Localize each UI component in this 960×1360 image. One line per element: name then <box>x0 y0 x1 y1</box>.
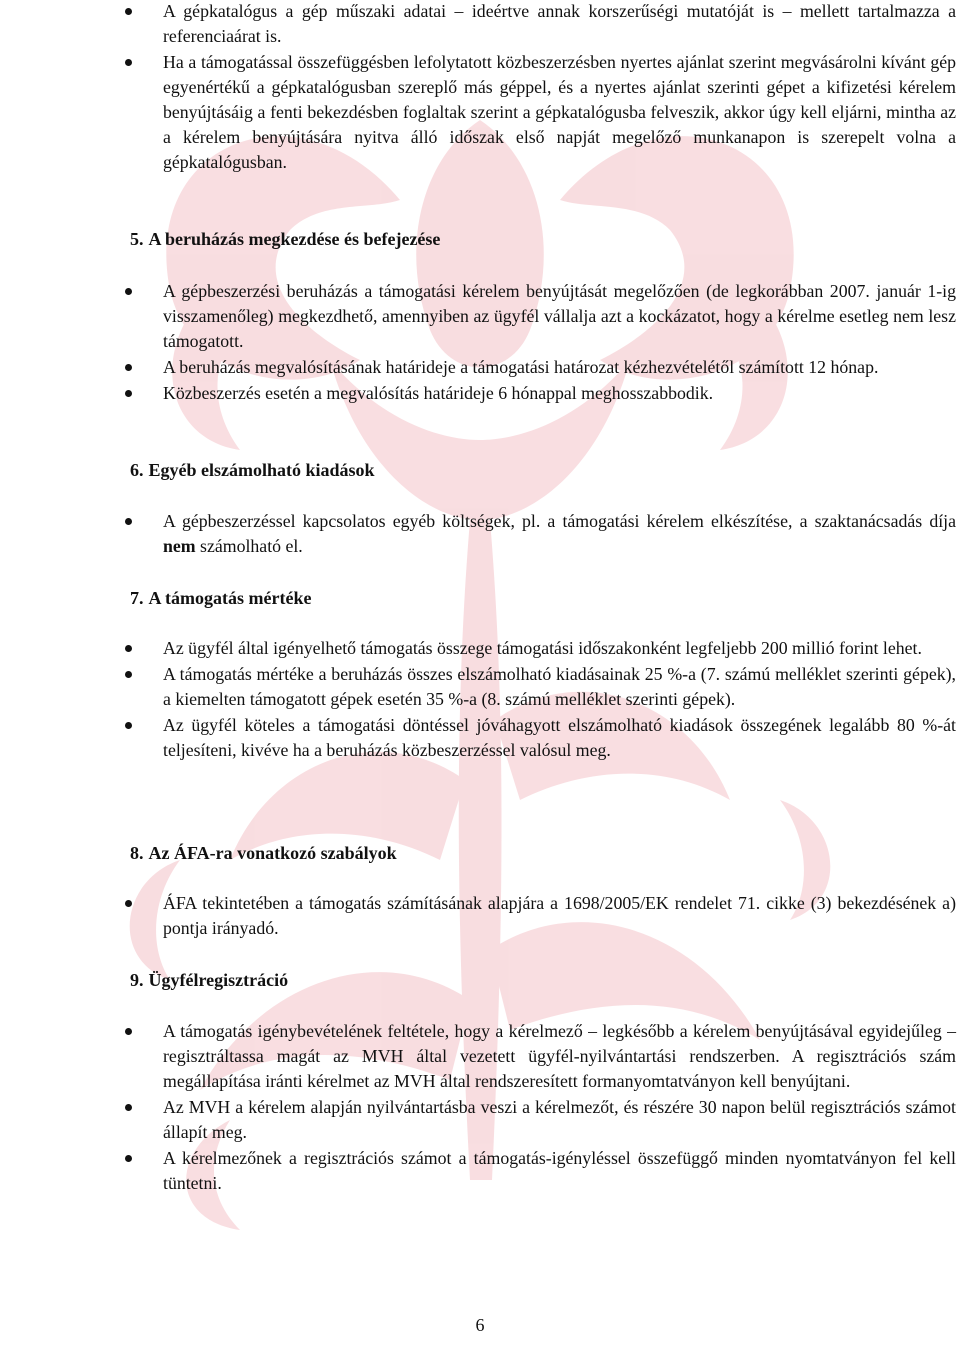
section-title: A beruházás megkezdése és befejezése <box>148 229 441 249</box>
list-item-text: Az ügyfél által igényelhető támogatás összege támogatási időszakonként legfeljebb 200 millió forint lehet. <box>163 638 922 658</box>
list-item-text: A beruházás megvalósításának határideje a támogatási határozat kézhezvételétől számított 12 hónap. <box>163 357 879 377</box>
list-item <box>0 1146 960 1196</box>
section-title: Az ÁFA-ra vonatkozó szabályok <box>148 843 397 863</box>
bullet-icon <box>125 8 132 15</box>
list-item <box>0 355 960 380</box>
section-5-heading <box>130 227 440 252</box>
list-item <box>0 636 960 661</box>
section-number: 5. <box>130 229 144 249</box>
bullet-icon <box>125 900 132 907</box>
section-number: 9. <box>130 970 144 990</box>
section-6-list <box>0 509 960 560</box>
bullet-icon <box>125 671 132 678</box>
section-number: 8. <box>130 843 144 863</box>
section-number: 7. <box>130 588 144 608</box>
list-item-text: Az MVH a kérelem alapján nyilvántartásba veszi a kérelmezőt, és részére 30 napon belül regisztrációs számot állapít meg. <box>163 1097 956 1142</box>
list-item <box>0 509 960 559</box>
section-8-list <box>0 891 960 942</box>
list-item-text: Közbeszerzés esetén a megvalósítás határideje 6 hónappal meghosszabbodik. <box>163 383 714 403</box>
list-item <box>0 50 960 175</box>
bullet-icon <box>125 390 132 397</box>
list-item-text: Ha a támogatással összefüggésben lefolytatott közbeszerzésben nyertes ajánlat szerint megvásárolni kívánt gép egyenértékű a gépkatalógusban szereplő más géppel, és a nyertes ajánlat szerinti gépet a kifizetési kérelem benyújtásáig a fenti bekezdésben foglaltak szerint a gépkatalógusba felveszik, akkor úgy kell eljárni, mintha az a kérelem benyújtására nyitva álló időszak első napját megelőző munkanapon is szerepelt volna a gépkatalógusban. <box>163 52 956 172</box>
section-6-heading <box>130 458 375 483</box>
section-7-heading <box>130 586 311 611</box>
bullet-icon <box>125 1104 132 1111</box>
bullet-icon <box>125 645 132 652</box>
list-item-text: A támogatás mértéke a beruházás összes elszámolható kiadásainak 25 %-a (7. számú melléklet szerinti gépek), a kiemelten támogatott gépek esetén 35 %-a (8. számú melléklet szerinti gépek). <box>163 664 956 709</box>
bullet-icon <box>125 1155 132 1162</box>
section-title: Egyéb elszámolható kiadások <box>148 460 375 480</box>
bullet-icon <box>125 1028 132 1035</box>
list-item <box>0 279 960 354</box>
bullet-icon <box>125 59 132 66</box>
list-item <box>0 381 960 406</box>
section-9-list <box>0 1019 960 1197</box>
intro-bullet-list <box>0 0 960 176</box>
list-item-text: A kérelmezőnek a regisztrációs számot a támogatás-igényléssel összefüggő minden nyomtatványon fel kell tüntetni. <box>163 1148 956 1193</box>
bullet-icon <box>125 722 132 729</box>
list-item-text: A támogatás igénybevételének feltétele, hogy a kérelmező – legkésőbb a kérelem benyújtásával egyidejűleg – regisztráltassa magát az MVH által vezetett ügyfél-nyilvántartási rendszerben. A regisztrációs szám megállapítása iránti kérelmet az MVH által rendszeresített formanyomtatványon kell benyújtani. <box>163 1021 956 1091</box>
bullet-icon <box>125 518 132 525</box>
list-item <box>0 1019 960 1094</box>
page-number: 6 <box>475 1315 485 1335</box>
list-item <box>0 0 960 49</box>
bullet-icon <box>125 364 132 371</box>
section-number: 6. <box>130 460 144 480</box>
section-9-heading <box>130 968 288 993</box>
emphasis-text: nem <box>163 536 196 556</box>
list-item <box>0 662 960 712</box>
list-item-text: A gépbeszerzéssel kapcsolatos egyéb költségek, pl. a támogatási kérelem elkészítése, a szaktanácsadás díja <box>163 511 956 531</box>
list-item-text: Az ügyfél köteles a támogatási döntéssel jóváhagyott elszámolható kiadások összegének legalább 80 %-át teljesíteni, kivéve ha a beruházás közbeszerzéssel valósul meg. <box>163 715 956 760</box>
list-item <box>0 1095 960 1145</box>
list-item-text: A gépkatalógus a gép műszaki adatai – ideértve annak korszerűségi mutatóját is – mellett tartalmazza a referenciaárat is. <box>163 1 956 46</box>
section-5-list <box>0 279 960 407</box>
bullet-icon <box>125 288 132 295</box>
list-item <box>0 891 960 941</box>
section-title: Ügyfélregisztráció <box>148 970 289 990</box>
section-8-heading <box>130 841 397 866</box>
list-item-text: számolható el. <box>195 536 303 556</box>
list-item-text: ÁFA tekintetében a támogatás számításának alapjára a 1698/2005/EK rendelet 71. cikke (3) bekezdésének a) pontja irányadó. <box>163 893 956 938</box>
list-item <box>0 713 960 763</box>
list-item-text: A gépbeszerzési beruházás a támogatási kérelem benyújtását megelőzően (de legkorábban 2007. január 1-ig visszamenőleg) megkezdhető, amennyiben az ügyfél vállalja azt a kockázatot, hogy a kérelme esetleg nem lesz támogatott. <box>163 281 956 351</box>
section-title: A támogatás mértéke <box>148 588 312 608</box>
section-7-list <box>0 636 960 764</box>
